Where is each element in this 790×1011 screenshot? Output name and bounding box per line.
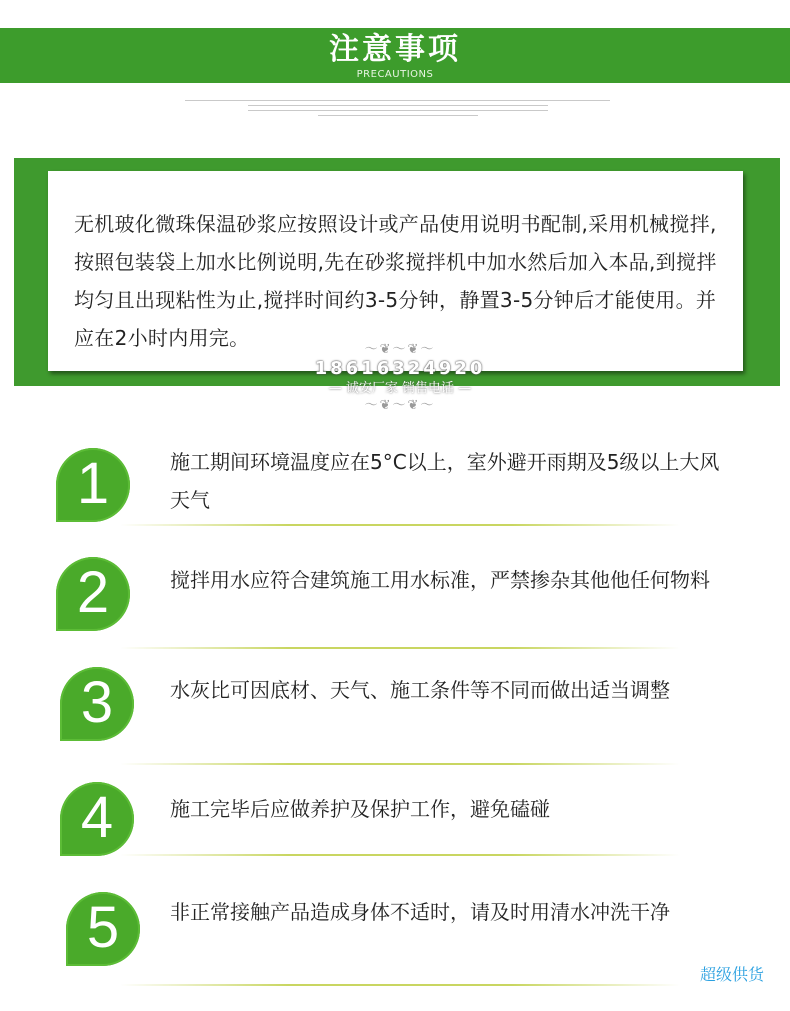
- item-text: 水灰比可因底材、天气、施工条件等不同而做出适当调整: [170, 678, 670, 702]
- item-number: 4: [80, 785, 114, 850]
- ornament-top: 〜❦〜❦〜: [364, 342, 436, 357]
- item-divider: [120, 524, 680, 526]
- header-banner: [0, 28, 790, 83]
- item-number: 2: [76, 560, 110, 625]
- item-text: 非正常接触产品造成身体不适时，请及时用清水冲洗干净: [170, 900, 670, 924]
- item-divider: [120, 763, 680, 765]
- item-text: 施工完毕后应做养护及保护工作，避免磕碰: [170, 797, 550, 821]
- watermark-caption: — 诚安厂家 销售电话 —: [328, 381, 472, 396]
- notice-card: [48, 171, 743, 371]
- item-divider: [120, 647, 680, 649]
- item-divider: [120, 854, 680, 856]
- item-divider: [120, 984, 680, 986]
- item-number: 3: [80, 670, 114, 735]
- item-number: 1: [76, 451, 110, 516]
- decorative-fine-print: [185, 100, 610, 120]
- watermark-phone: 18616324920: [314, 358, 486, 379]
- notice-text: 无机玻化微珠保温砂浆应按照设计或产品使用说明书配制,采用机械搅拌,按照包装袋上加水比例说明,先在砂浆搅拌机中加水然后加入本品,到搅拌均匀且出现粘性为止,搅拌时间约3-5分钟，静置3-5分钟后才能使用。并应在2小时内用完。: [74, 212, 717, 350]
- ornament-bottom: 〜❦〜❦〜: [364, 398, 436, 413]
- watermark: [300, 342, 500, 437]
- supply-tag: 超级供货: [700, 965, 765, 984]
- item-text: 施工期间环境温度应在5°C以上，室外避开雨期及5级以上大风天气: [170, 450, 720, 512]
- page-subtitle: PRECAUTIONS: [356, 69, 434, 80]
- item-text: 搅拌用水应符合建筑施工用水标准，严禁掺杂其他他任何物料: [170, 568, 710, 592]
- page-title: 注意事项: [329, 32, 461, 67]
- item-number: 5: [86, 895, 120, 960]
